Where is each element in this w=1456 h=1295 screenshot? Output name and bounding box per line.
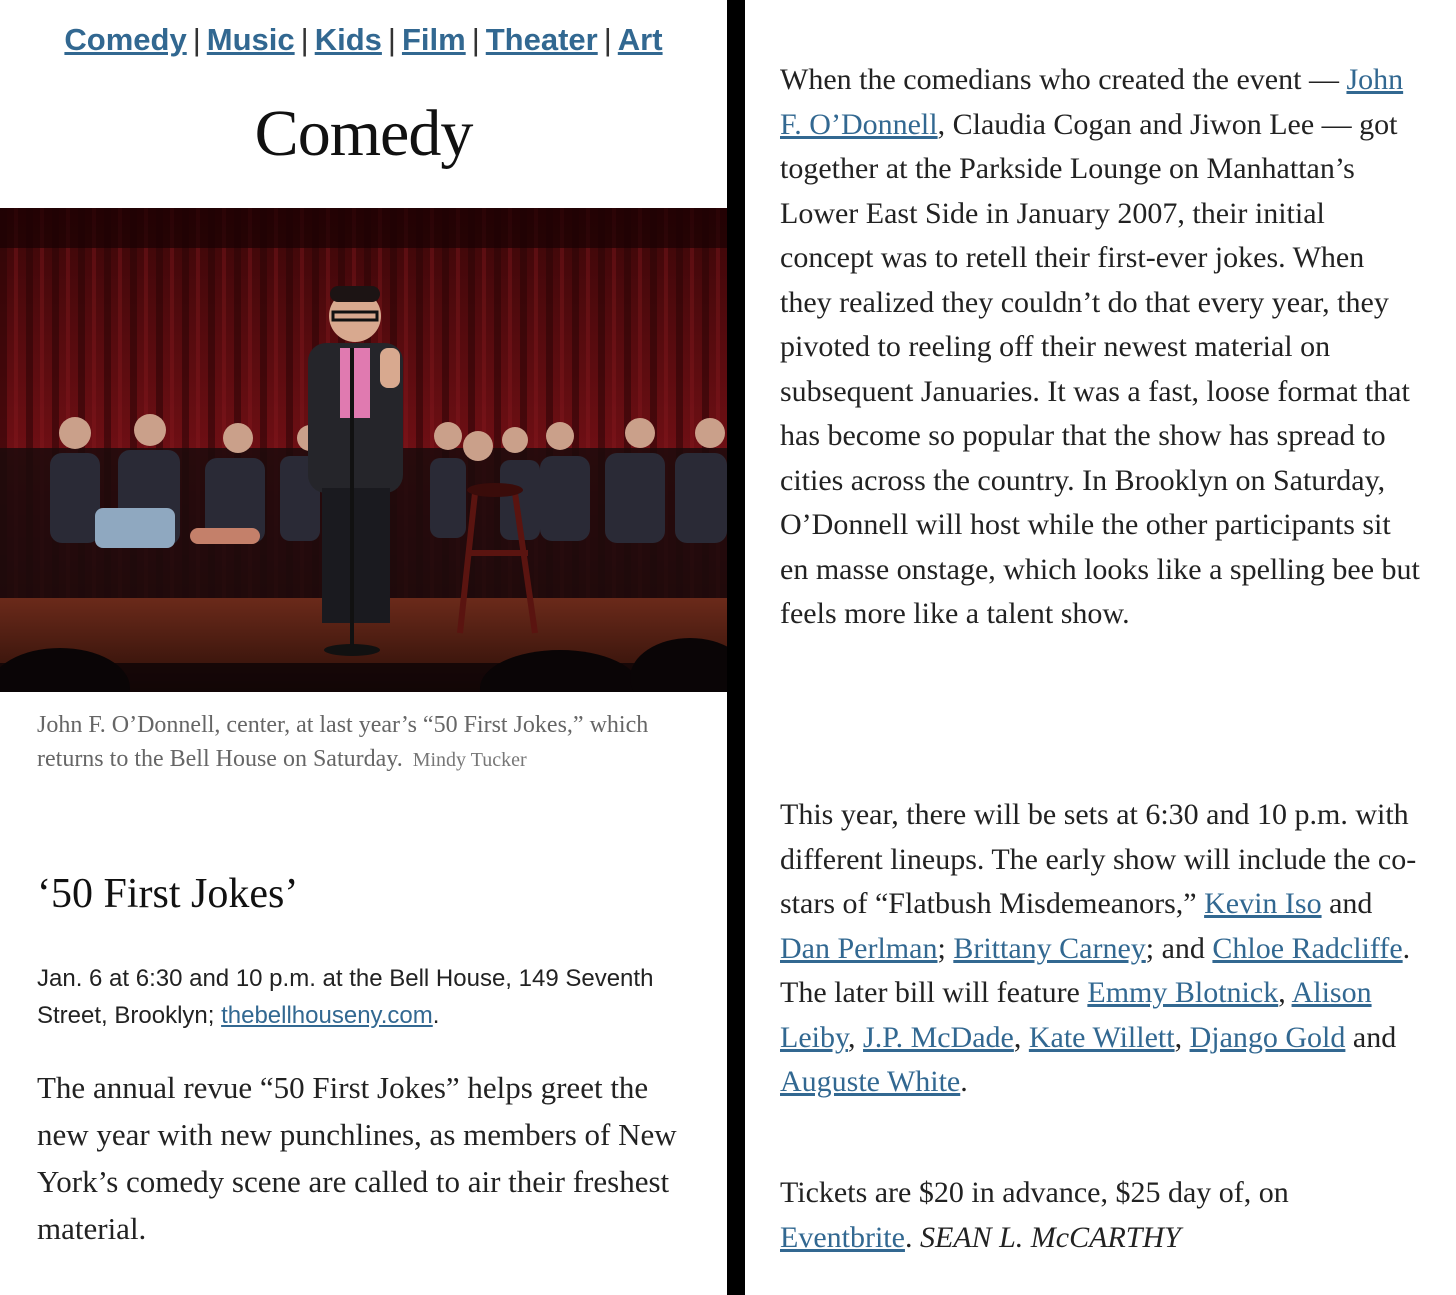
body-paragraph-1 xyxy=(780,58,1420,637)
link-kate-willett[interactable]: Kate Willett xyxy=(1028,1020,1175,1054)
nav-link-film[interactable]: Film xyxy=(401,22,466,57)
right-column xyxy=(745,0,1456,1295)
nav-link-music[interactable]: Music xyxy=(206,22,295,57)
p2-end: . xyxy=(960,1065,968,1098)
p1-text-2: , Claudia Cogan and Jiwon Lee — got together at the Parkside Lounge on Manhattan’s Lower East Side in January 2007, their initial concept was to retell their first-ever jokes. When they realized they couldn’t do that every year, they pivoted to reeling off their newest material on subsequent Januaries. It was a fast, loose format that has become so popular that the show has spread to cities across the country. In Brooklyn on Saturday, O’Donnell will host while the other participants sit en masse onstage, which looks like a spelling bee but feels more like a talent show. xyxy=(780,107,1420,630)
nav-separator: | xyxy=(300,22,309,57)
p2-text-2: . The later bill will feature xyxy=(780,931,1411,1009)
link-kevin-iso[interactable]: Kevin Iso xyxy=(1204,887,1322,920)
p2-text-1: This year, there will be sets at 6:30 and 10 p.m. with different lineups. The early show will include the co-stars of “Flatbush Misdemeanors,” xyxy=(780,798,1417,920)
p2-and-2: and xyxy=(1345,1020,1397,1054)
p2-comma-1: , xyxy=(1278,976,1292,1009)
link-dan-perlman[interactable]: Dan Perlman xyxy=(780,931,938,965)
photo-credit: Mindy Tucker xyxy=(412,749,527,771)
link-john-odonnell[interactable]: John F. O’Donnell xyxy=(780,63,1404,141)
section-title: Comedy xyxy=(254,97,473,170)
p3-text-2: . xyxy=(904,1220,920,1254)
lead-paragraph: The annual revue “50 First Jokes” helps greet the new year with new punchlines, as members of New York’s comedy scene are called to air their freshest material. xyxy=(37,1070,677,1246)
body-paragraph-2 xyxy=(780,793,1420,1105)
link-jp-mcdade[interactable]: J.P. McDade xyxy=(863,1020,1014,1054)
p2-semi-1: ; xyxy=(937,931,954,965)
section-nav xyxy=(0,22,727,58)
body-paragraph-3 xyxy=(780,1171,1420,1260)
caption-text: John F. O’Donnell, center, at last year’s “50 First Jokes,” which returns to the Bell House on Saturday. xyxy=(37,712,649,772)
link-auguste-white[interactable]: Auguste White xyxy=(780,1065,961,1098)
event-details xyxy=(37,960,697,1034)
link-emmy-blotnick[interactable]: Emmy Blotnick xyxy=(1087,976,1279,1009)
photo-caption xyxy=(37,708,697,777)
p3-text-1: Tickets are $20 in advance, $25 day of, on xyxy=(780,1176,1289,1209)
nav-link-art[interactable]: Art xyxy=(617,22,663,57)
link-brittany-carney[interactable]: Brittany Carney xyxy=(953,931,1146,965)
details-text: Jan. 6 at 6:30 and 10 p.m. at the Bell House, 149 Seventh Street, Brooklyn; xyxy=(37,965,654,1029)
details-end: . xyxy=(432,1002,440,1029)
link-eventbrite[interactable]: Eventbrite xyxy=(780,1220,905,1254)
link-django-gold[interactable]: Django Gold xyxy=(1189,1020,1346,1054)
p2-and-1: and xyxy=(1321,887,1373,920)
venue-link[interactable]: thebellhouseny.com xyxy=(221,1002,433,1029)
nav-link-theater[interactable]: Theater xyxy=(485,22,598,57)
p1-text-1: When the comedians who created the event — xyxy=(780,63,1347,96)
column-divider xyxy=(727,0,745,1295)
event-photo xyxy=(0,208,727,692)
nav-separator: | xyxy=(387,22,396,57)
nav-link-comedy[interactable]: Comedy xyxy=(64,22,187,57)
link-chloe-radcliffe[interactable]: Chloe Radcliffe xyxy=(1212,931,1403,965)
link-alison-leiby[interactable]: Alison Leiby xyxy=(780,976,1372,1054)
p2-semi-2: ; and xyxy=(1145,931,1213,965)
nav-separator: | xyxy=(471,22,480,57)
p2-comma-4: , xyxy=(1174,1020,1190,1054)
nav-link-kids[interactable]: Kids xyxy=(314,22,382,57)
nav-separator: | xyxy=(192,22,201,57)
byline: SEAN L. McCARTHY xyxy=(919,1220,1181,1254)
event-headline: ‘50 First Jokes’ xyxy=(37,871,299,917)
nav-separator: | xyxy=(603,22,612,57)
left-column xyxy=(0,0,727,1295)
p2-comma-2: , xyxy=(848,1020,864,1054)
p2-comma-3: , xyxy=(1013,1020,1029,1054)
